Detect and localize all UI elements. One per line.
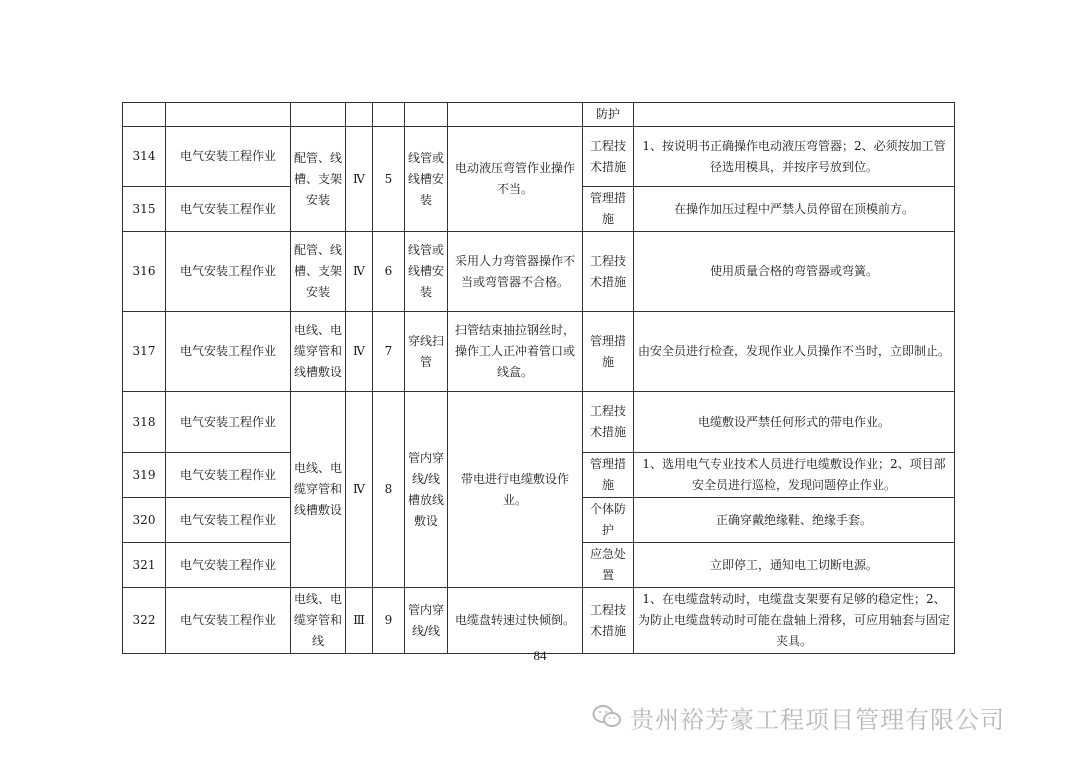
hazard-description: 带电进行电缆敷设作业。 — [448, 392, 583, 588]
row-number: 321 — [123, 543, 166, 588]
cell-empty — [448, 103, 583, 127]
work-item: 电气安装工程作业 — [166, 312, 291, 392]
table-row — [123, 312, 955, 392]
measure-type: 工程技术措施 — [583, 588, 634, 654]
watermark — [592, 700, 1005, 734]
risk-score: 6 — [373, 232, 405, 312]
row-number: 315 — [123, 187, 166, 232]
risk-level: Ⅳ — [346, 312, 373, 392]
cell-empty — [405, 103, 448, 127]
work-item: 电气安装工程作业 — [166, 543, 291, 588]
work-item: 电气安装工程作业 — [166, 392, 291, 453]
work-step: 线管或线槽安装 — [405, 127, 448, 232]
work-category: 电线、电缆穿管和线槽敷设 — [291, 392, 346, 588]
row-number: 319 — [123, 453, 166, 498]
table-row — [123, 392, 955, 453]
work-category: 配管、线槽、支架安装 — [291, 127, 346, 232]
risk-level: Ⅳ — [346, 232, 373, 312]
control-measure: 使用质量合格的弯管器或弯簧。 — [634, 232, 955, 312]
work-item: 电气安装工程作业 — [166, 232, 291, 312]
risk-score: 9 — [373, 588, 405, 654]
cell-empty — [373, 103, 405, 127]
control-measure: 立即停工，通知电工切断电源。 — [634, 543, 955, 588]
work-category: 电线、电缆穿管和线槽敷设 — [291, 312, 346, 392]
risk-table — [122, 102, 955, 654]
control-measure: 在操作加压过程中严禁人员停留在顶模前方。 — [634, 187, 955, 232]
work-step: 线管或线槽安装 — [405, 232, 448, 312]
control-measure: 电缆敷设严禁任何形式的带电作业。 — [634, 392, 955, 453]
control-measure: 1、按说明书正确操作电动液压弯管器；2、必须按加工管径选用模具，并按序号放到位。 — [634, 127, 955, 187]
row-number: 322 — [123, 588, 166, 654]
hazard-description: 采用人力弯管器操作不当或弯管器不合格。 — [448, 232, 583, 312]
table-row — [123, 232, 955, 312]
row-number: 320 — [123, 498, 166, 543]
measure-type: 应急处置 — [583, 543, 634, 588]
table-row-partial — [123, 103, 955, 127]
cell-empty — [634, 103, 955, 127]
work-category: 电线、电缆穿管和线 — [291, 588, 346, 654]
hazard-description: 电缆盘转速过快倾倒。 — [448, 588, 583, 654]
hazard-description: 扫管结束抽拉钢丝时，操作工人正冲着管口或线盒。 — [448, 312, 583, 392]
cell-empty — [123, 103, 166, 127]
measure-type: 工程技术措施 — [583, 127, 634, 187]
hazard-description: 电动液压弯管作业操作不当。 — [448, 127, 583, 232]
measure-type: 工程技术措施 — [583, 392, 634, 453]
work-item: 电气安装工程作业 — [166, 453, 291, 498]
control-measure: 由安全员进行检查，发现作业人员操作不当时，立即制止。 — [634, 312, 955, 392]
measure-type-cell: 防护 — [583, 103, 634, 127]
work-item: 电气安装工程作业 — [166, 498, 291, 543]
risk-score: 8 — [373, 392, 405, 588]
control-measure: 1、在电缆盘转动时，电缆盘支架要有足够的稳定性；2、为防止电缆盘转动时可能在盘轴上滑移，可应用轴套与固定夹具。 — [634, 588, 955, 654]
risk-level: Ⅳ — [346, 392, 373, 588]
row-number: 316 — [123, 232, 166, 312]
work-item: 电气安装工程作业 — [166, 127, 291, 187]
wechat-icon — [592, 704, 622, 730]
risk-level: Ⅳ — [346, 127, 373, 232]
work-category: 配管、线槽、支架安装 — [291, 232, 346, 312]
cell-empty — [346, 103, 373, 127]
work-step: 穿线扫管 — [405, 312, 448, 392]
work-step: 管内穿线/线槽放线敷设 — [405, 392, 448, 588]
measure-type: 工程技术措施 — [583, 232, 634, 312]
cell-empty — [291, 103, 346, 127]
risk-level: Ⅲ — [346, 588, 373, 654]
watermark-text: 贵州裕芳豪工程项目管理有限公司 — [630, 705, 1005, 734]
risk-score: 5 — [373, 127, 405, 232]
work-item: 电气安装工程作业 — [166, 187, 291, 232]
table-row — [123, 127, 955, 187]
row-number: 318 — [123, 392, 166, 453]
risk-score: 7 — [373, 312, 405, 392]
measure-type: 个体防护 — [583, 498, 634, 543]
table-row — [123, 588, 955, 654]
measure-type: 管理措施 — [583, 453, 634, 498]
work-step: 管内穿线/线 — [405, 588, 448, 654]
measure-type: 管理措施 — [583, 187, 634, 232]
control-measure: 1、选用电气专业技术人员进行电缆敷设作业；2、项目部安全员进行巡检，发现问题停止作业。 — [634, 453, 955, 498]
work-item: 电气安装工程作业 — [166, 588, 291, 654]
cell-empty — [166, 103, 291, 127]
control-measure: 正确穿戴绝缘鞋、绝缘手套。 — [634, 498, 955, 543]
page-number: 84 — [533, 648, 547, 663]
row-number: 314 — [123, 127, 166, 187]
measure-type: 管理措施 — [583, 312, 634, 392]
row-number: 317 — [123, 312, 166, 392]
